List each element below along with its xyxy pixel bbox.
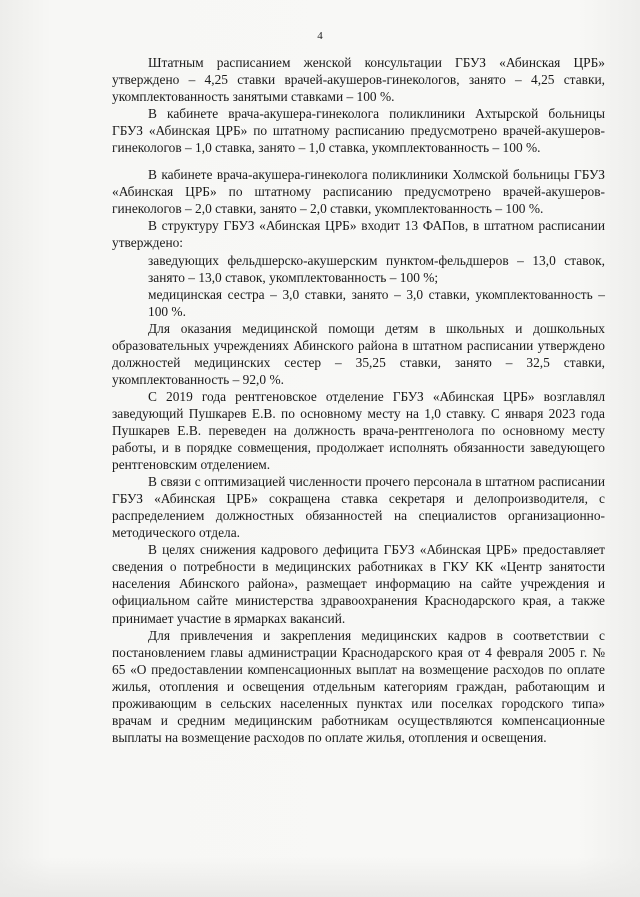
paragraph-akhtyrskaya-hospital: В кабинете врача-акушера-гинеколога поликлиники Ахтырской больницы ГБУЗ «Абинская ЦРБ» по штатному расписанию предусмотрено врачей-акушеров-гинекологов – 1,0 ставка, занято – 1,0 ставка, укомплектованность – 100 %. [112,106,605,156]
paragraph-school-nurses: Для оказания медицинской помощи детям в школьных и дошкольных образовательных учреждениях Абинского района в штатном расписании утверждено должностей медицинских сестер – 35,25 ставки, занято – 32,5 ставки, укомплектованность – 92,0 %. [112,320,605,387]
page-bottom-shadow [0,857,640,897]
list-item-fap-heads: заведующих фельдшерско-акушерским пунктом-фельдшеров – 13,0 ставок, занято – 13,0 ставок, укомплектованность – 100 %; [148,252,605,285]
paragraph-womens-clinic-staffing: Штатным расписанием женской консультации ГБУЗ «Абинская ЦРБ» утверждено – 4,25 ставки врачей-акушеров-гинекологов, занято – 4,25 ставки, укомплектованность занятыми ставками – 100 %. [112,55,605,105]
document-body [112,54,605,746]
paragraph-fap-structure: В структуру ГБУЗ «Абинская ЦРБ» входит 13 ФАПов, в штатном расписании утверждено: [112,218,605,251]
paragraph-compensation-payments: Для привлечения и закрепления медицинских кадров в соответствии с постановлением главы администрации Краснодарского края от 4 февраля 2005 г. № 65 «О предоставлении компенсационных выплат на возмещение расходов по оплате жилья, отопления и освещения отдельным категориям граждан, работающим и проживающим в сельских населенных пунктах или поселках городского типа» врачам и средним медицинским работникам осуществляются компенсационные выплаты на возмещение расходов по оплате жилья, отопления и освещения. [112,627,605,745]
paragraph-kholmskaya-hospital: В кабинете врача-акушера-гинеколога поликлиники Холмской больницы ГБУЗ «Абинская ЦРБ» по штатному расписанию предусмотрено врачей-акушеров-гинекологов – 2,0 ставки, занято – 2,0 ставки, укомплектованность – 100 %. [112,167,605,217]
paragraph-xray-department: С 2019 года рентгеновское отделение ГБУЗ «Абинская ЦРБ» возглавлял заведующий Пушкарев Е.В. по основному месту на 1,0 ставку. С января 2023 года Пушкарев Е.В. переведен на должность врача-рентгенолога по основному месту работы, и в порядке совмещения, продолжает исполнять обязанности заведующего рентгеновским отделением. [112,388,605,473]
paragraph-staff-optimization: В связи с оптимизацией численности прочего персонала в штатном расписании ГБУЗ «Абинская ЦРБ» сокращена ставка секретаря и делопроизводителя, с распределением должностных обязанностей на специалистов организационно-методического отдела. [112,474,605,541]
paragraph-staff-shortage: В целях снижения кадрового дефицита ГБУЗ «Абинская ЦРБ» предоставляет сведения о потребности в медицинских работниках в ГКУ КК «Центр занятости населения Абинского района», размещает информацию на сайте учреждения и официальном сайте министерства здравоохранения Краснодарского края, а также принимает участие в ярмарках вакансий. [112,542,605,626]
list-item-nurses: медицинская сестра – 3,0 ставки, занято – 3,0 ставки, укомплектованность – 100 %. [148,286,605,319]
page-number: 4 [317,30,323,42]
